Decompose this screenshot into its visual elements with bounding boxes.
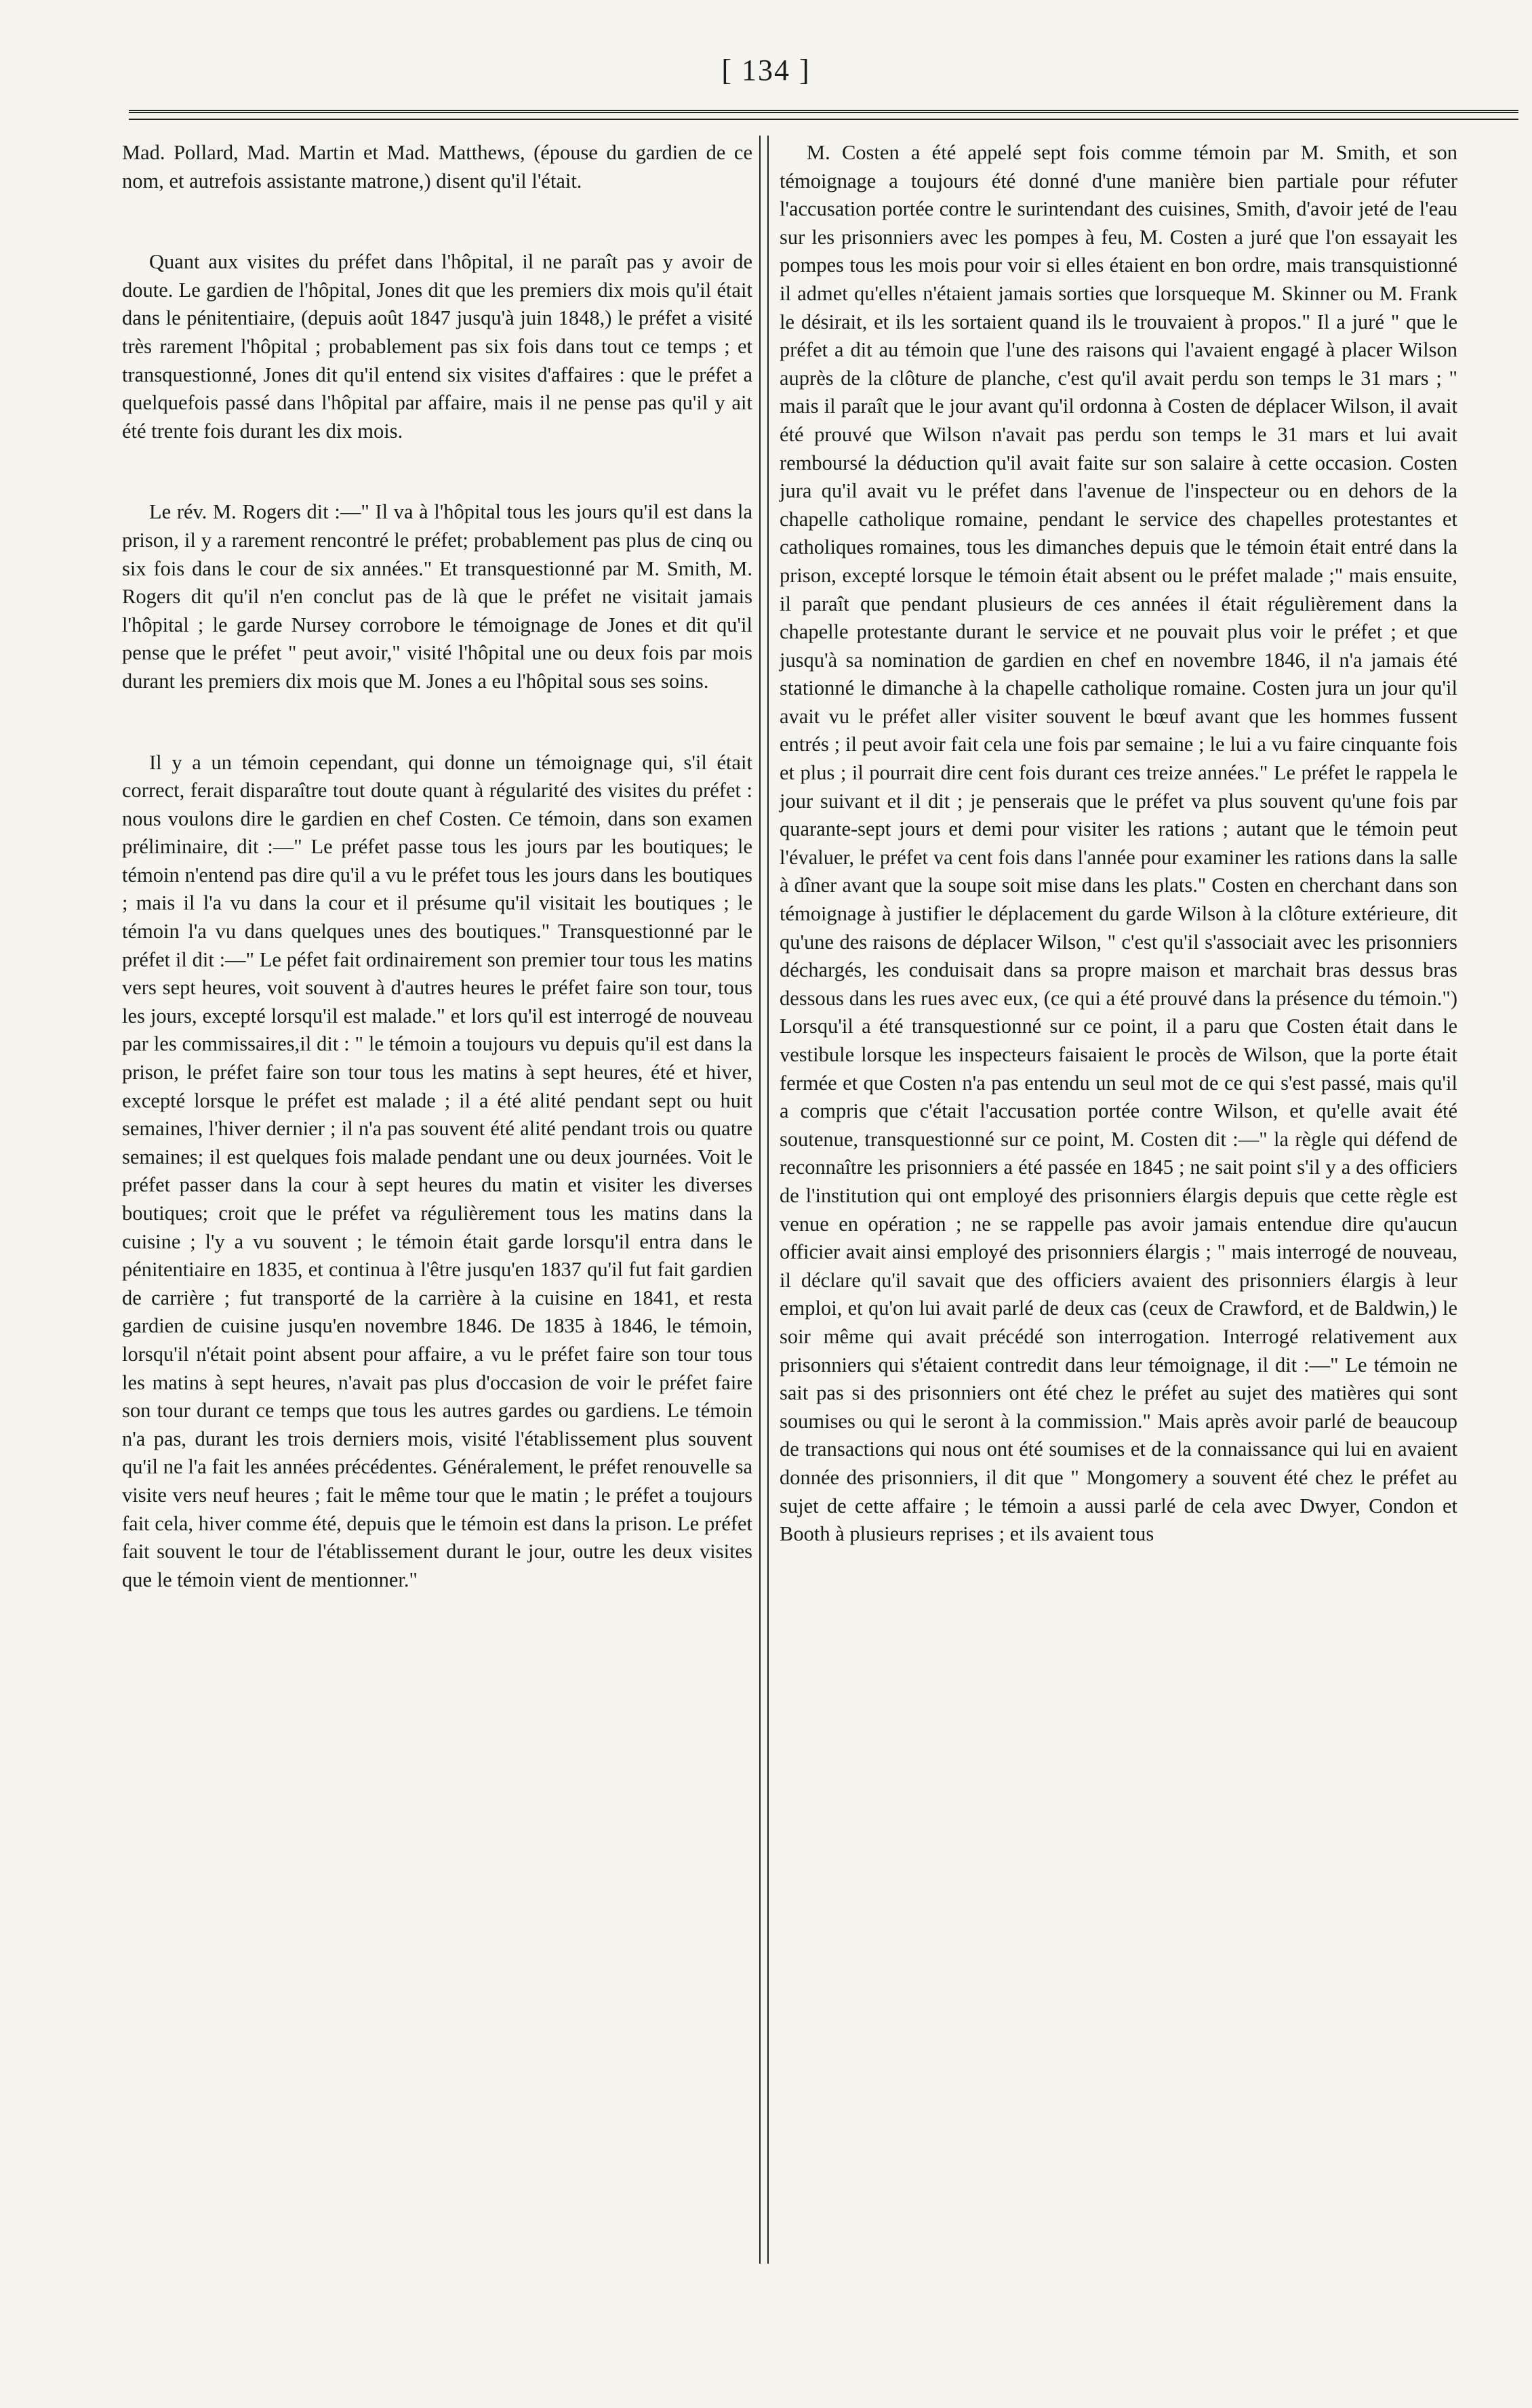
header-rule	[129, 110, 1518, 120]
left-column	[122, 139, 752, 1594]
right-column	[780, 139, 1457, 1549]
paragraph: Il y a un témoin cependant, qui donne un témoignage qui, s'il était correct, ferait disparaître tout doute quant à régularité des visites du préfet : nous voulons dire le gardien en chef Costen. Ce témoin, dans son examen préliminaire, dit :—" Le préfet passe tous les jours par les boutiques; le témoin n'entend pas dire qu'il a vu le préfet tous les jours dans les boutiques ; mais il l'a vu dans la cour et il présume qu'il visitait les boutiques ; le témoin l'a vu dans quelques unes des boutiques." Transquestionné par le préfet il dit :—" Le péfet fait ordinairement son premier tour tous les matins vers sept heures, voit souvent à d'autres heures le préfet faire son tour, tous les jours, excepté lorsqu'il est malade." et lors qu'il est interrogé de nouveau par les commissaires,il dit : " le témoin a toujours vu depuis qu'il est dans la prison, le préfet faire son tour tous les matins à sept heures, été et hiver, excepté lorsque le préfet est malade ; il a été alité pendant sept ou huit semaines, l'hiver dernier ; il n'a pas souvent été alité pendant trois ou quatre semaines; il est quelques fois malade pendant une ou deux journées. Voit le préfet passer dans la cour à sept heures du matin et visiter les diverses boutiques; croit que le préfet va régulièrement tous les matins dans la cuisine ; l'y a vu souvent ; le témoin était garde lorsqu'il entra dans le pénitentiaire en 1835, et continua à l'être jusqu'en 1837 qu'il fut fait gardien de carrière ; fut transporté de la carrière à la cuisine en 1841, et resta gardien de cuisine jusqu'en novembre 1846. De 1835 à 1846, le témoin, lorsqu'il n'était point absent pour affaire, a vu le préfet faire son tour tous les matins à sept heures, n'avait pas plus d'occasion de voir le préfet faire son tour durant ce temps que tous les autres gardes ou gardiens. Le témoin n'a pas, durant les trois derniers mois, visité l'établissement plus souvent qu'il ne l'a fait les années précédentes. Généralement, le préfet renouvelle sa visite vers neuf heures ; fait le même tour que le matin ; le préfet a toujours fait cela, hiver comme été, depuis que le témoin est dans la prison. Le préfet fait souvent le tour de l'établissement durant le jour, outre les deux visites que le témoin vient de mentionner."	[122, 750, 752, 1591]
paragraph: M. Costen a été appelé sept fois comme témoin par M. Smith, et son témoignage a toujours été donné d'une manière bien partiale pour réfuter l'accusation portée contre le surintendant des cuisines, Smith, d'avoir jeté de l'eau sur les prisonniers avec les pompes à feu, M. Costen a juré que l'on essayait les pompes tous les mois pour voir si elles étaient en bon ordre, mais transquistionné il admet qu'elles n'étaient jamais sorties que lorsqueque M. Skinner ou M. Frank le désirait, et ils les sortaient quand ils le trouvaient à propos." Il a juré " que le préfet a dit au témoin que l'une des raisons qui l'avaient engagé à placer Wilson auprès de la clôture de planche, c'est qu'il avait perdu son temps le 31 mars ; " mais il paraît que le jour avant qu'il ordonna à Costen de déplacer Wilson, il avait été prouvé que Wilson n'avait pas perdu son temps le 31 mars et lui avait remboursé la déduction qu'il avait faite sur son salaire à cette occasion. Costen jura qu'il avait vu le préfet dans l'avenue de l'inspecteur ou en dehors de la chapelle catholique romaine, pendant le service des chapelles protestantes et catholiques romaines, tous les dimanches depuis que le témoin était entré dans la prison, excepté lorsque le témoin était absent ou le préfet malade ;" mais ensuite, il paraît que pendant plusieurs de ces années il était régulièrement dans la chapelle protestante durant le service et ne pouvait plus voir le préfet ; et que jusqu'à sa nomination de gardien en chef en novembre 1846, il n'a jamais été stationné le dimanche à la chapelle catholique romaine. Costen jura un jour qu'il avait vu le préfet aller visiter souvent le bœuf avant que les hommes fussent entrés ; il peut avoir fait cela une fois par semaine ; le lui a vu faire cinquante fois et plus ; il pourrait dire cent fois durant ces treize années." Le préfet le rappela le jour suivant et il dit ; je penserais que le préfet va plus souvent qu'une fois par quarante-sept jours et demi pour visiter les rations ; autant que le témoin peut l'évaluer, le préfet va cent fois dans l'année pour examiner les rations dans la salle à dîner avant que la soupe soit mise dans les plats." Costen en cherchant dans son témoignage à justifier le déplacement du garde Wilson à la clôture extérieure, dit qu'une des raisons de déplacer Wilson, " c'est qu'il s'associait avec les prisonniers déchargés, les conduisait dans sa propre maison et marchait bras dessus bras dessous dans les rues avec eux, (ce qui a été prouvé dans la présence du témoin.") Lorsqu'il a été transquestionné sur ce point, il a paru que Costen était dans le vestibule lorsque les inspecteurs faisaient le procès de Wilson, que la porte était fermée et que Costen n'a pas entendu un seul mot de ce qui s'est passé, mais qu'il a compris que c'était l'accusation portée contre Wilson, et qu'elle avait été soutenue, transquestionné sur ce point, M. Costen dit :—" la règle qui défend de reconnaître les prisonniers a été passée en 1845 ; ne sait point s'il y a des officiers de l'institution qui ont employé des prisonniers élargis depuis que cette règle est venue en opération ; ne se rappelle pas avoir jamais entendue dire qu'aucun officier avait ainsi employé des prisonniers élargis ; " mais interrogé de nouveau, il déclare qu'il savait que des officiers avaient des prisonniers élargis à leur emploi, et qu'on lui avait parlé de deux cas (ceux de Crawford, et de Baldwin,) le soir même qui avait précédé son interrogation. Interrogé relativement aux prisonniers qui s'étaient contredit dans leur témoignage, il dit :—" Le témoin ne sait pas si des prisonniers ont été chez le préfet au sujet des matières qui sont soumises ou qui le seront à la commission." Mais après avoir parlé de beaucoup de transactions qui nous ont été soumises et de la connaissance qui lui en avaient donnée des prisonniers, il dit que " Mongomery a souvent été chez le préfet au sujet de cette affaire ; le témoin a aussi parlé de cela avec Dwyer, Condon et Booth à plusieurs reprises ; et ils avaient tous	[780, 141, 1457, 1546]
paragraph: Le rév. M. Rogers dit :—" Il va à l'hôpital tous les jours qu'il est dans la prison, il y a rarement rencontré le préfet; probablement pas plus de cinq ou six fois dans le cour de six années." Et transquestionné par M. Smith, M. Rogers dit qu'il n'en conclut pas de là que le préfet ne visitait jamais l'hôpital ; le garde Nursey corrobore le témoignage de Jones et dit qu'il pense que le préfet " peut avoir," visité l'hôpital une ou deux fois par mois durant les premiers dix mois que M. Jones a eu l'hôpital sous ses soins.	[122, 500, 752, 693]
page-number: [ 134 ]	[721, 54, 811, 87]
paragraph: Mad. Pollard, Mad. Martin et Mad. Matthews, (épouse du gardien de ce nom, et autrefois assistante matrone,) disent qu'il l'était.	[122, 141, 752, 192]
paragraph: Quant aux visites du préfet dans l'hôpital, il ne paraît pas y avoir de doute. Le gardien de l'hôpital, Jones dit que les premiers dix mois qu'il était dans le pénitentiaire, (depuis août 1847 jusqu'à juin 1848,) le préfet a visité très rarement l'hôpital ; probablement pas six fois dans tout ce temps ; et transquestionné, Jones dit qu'il entend six visites d'affaires : que le préfet a quelquefois passé dans l'hôpital par affaire, mais il ne pense pas qu'il y ait été trente fois durant les dix mois.	[122, 250, 752, 443]
column-divider	[759, 136, 769, 2264]
